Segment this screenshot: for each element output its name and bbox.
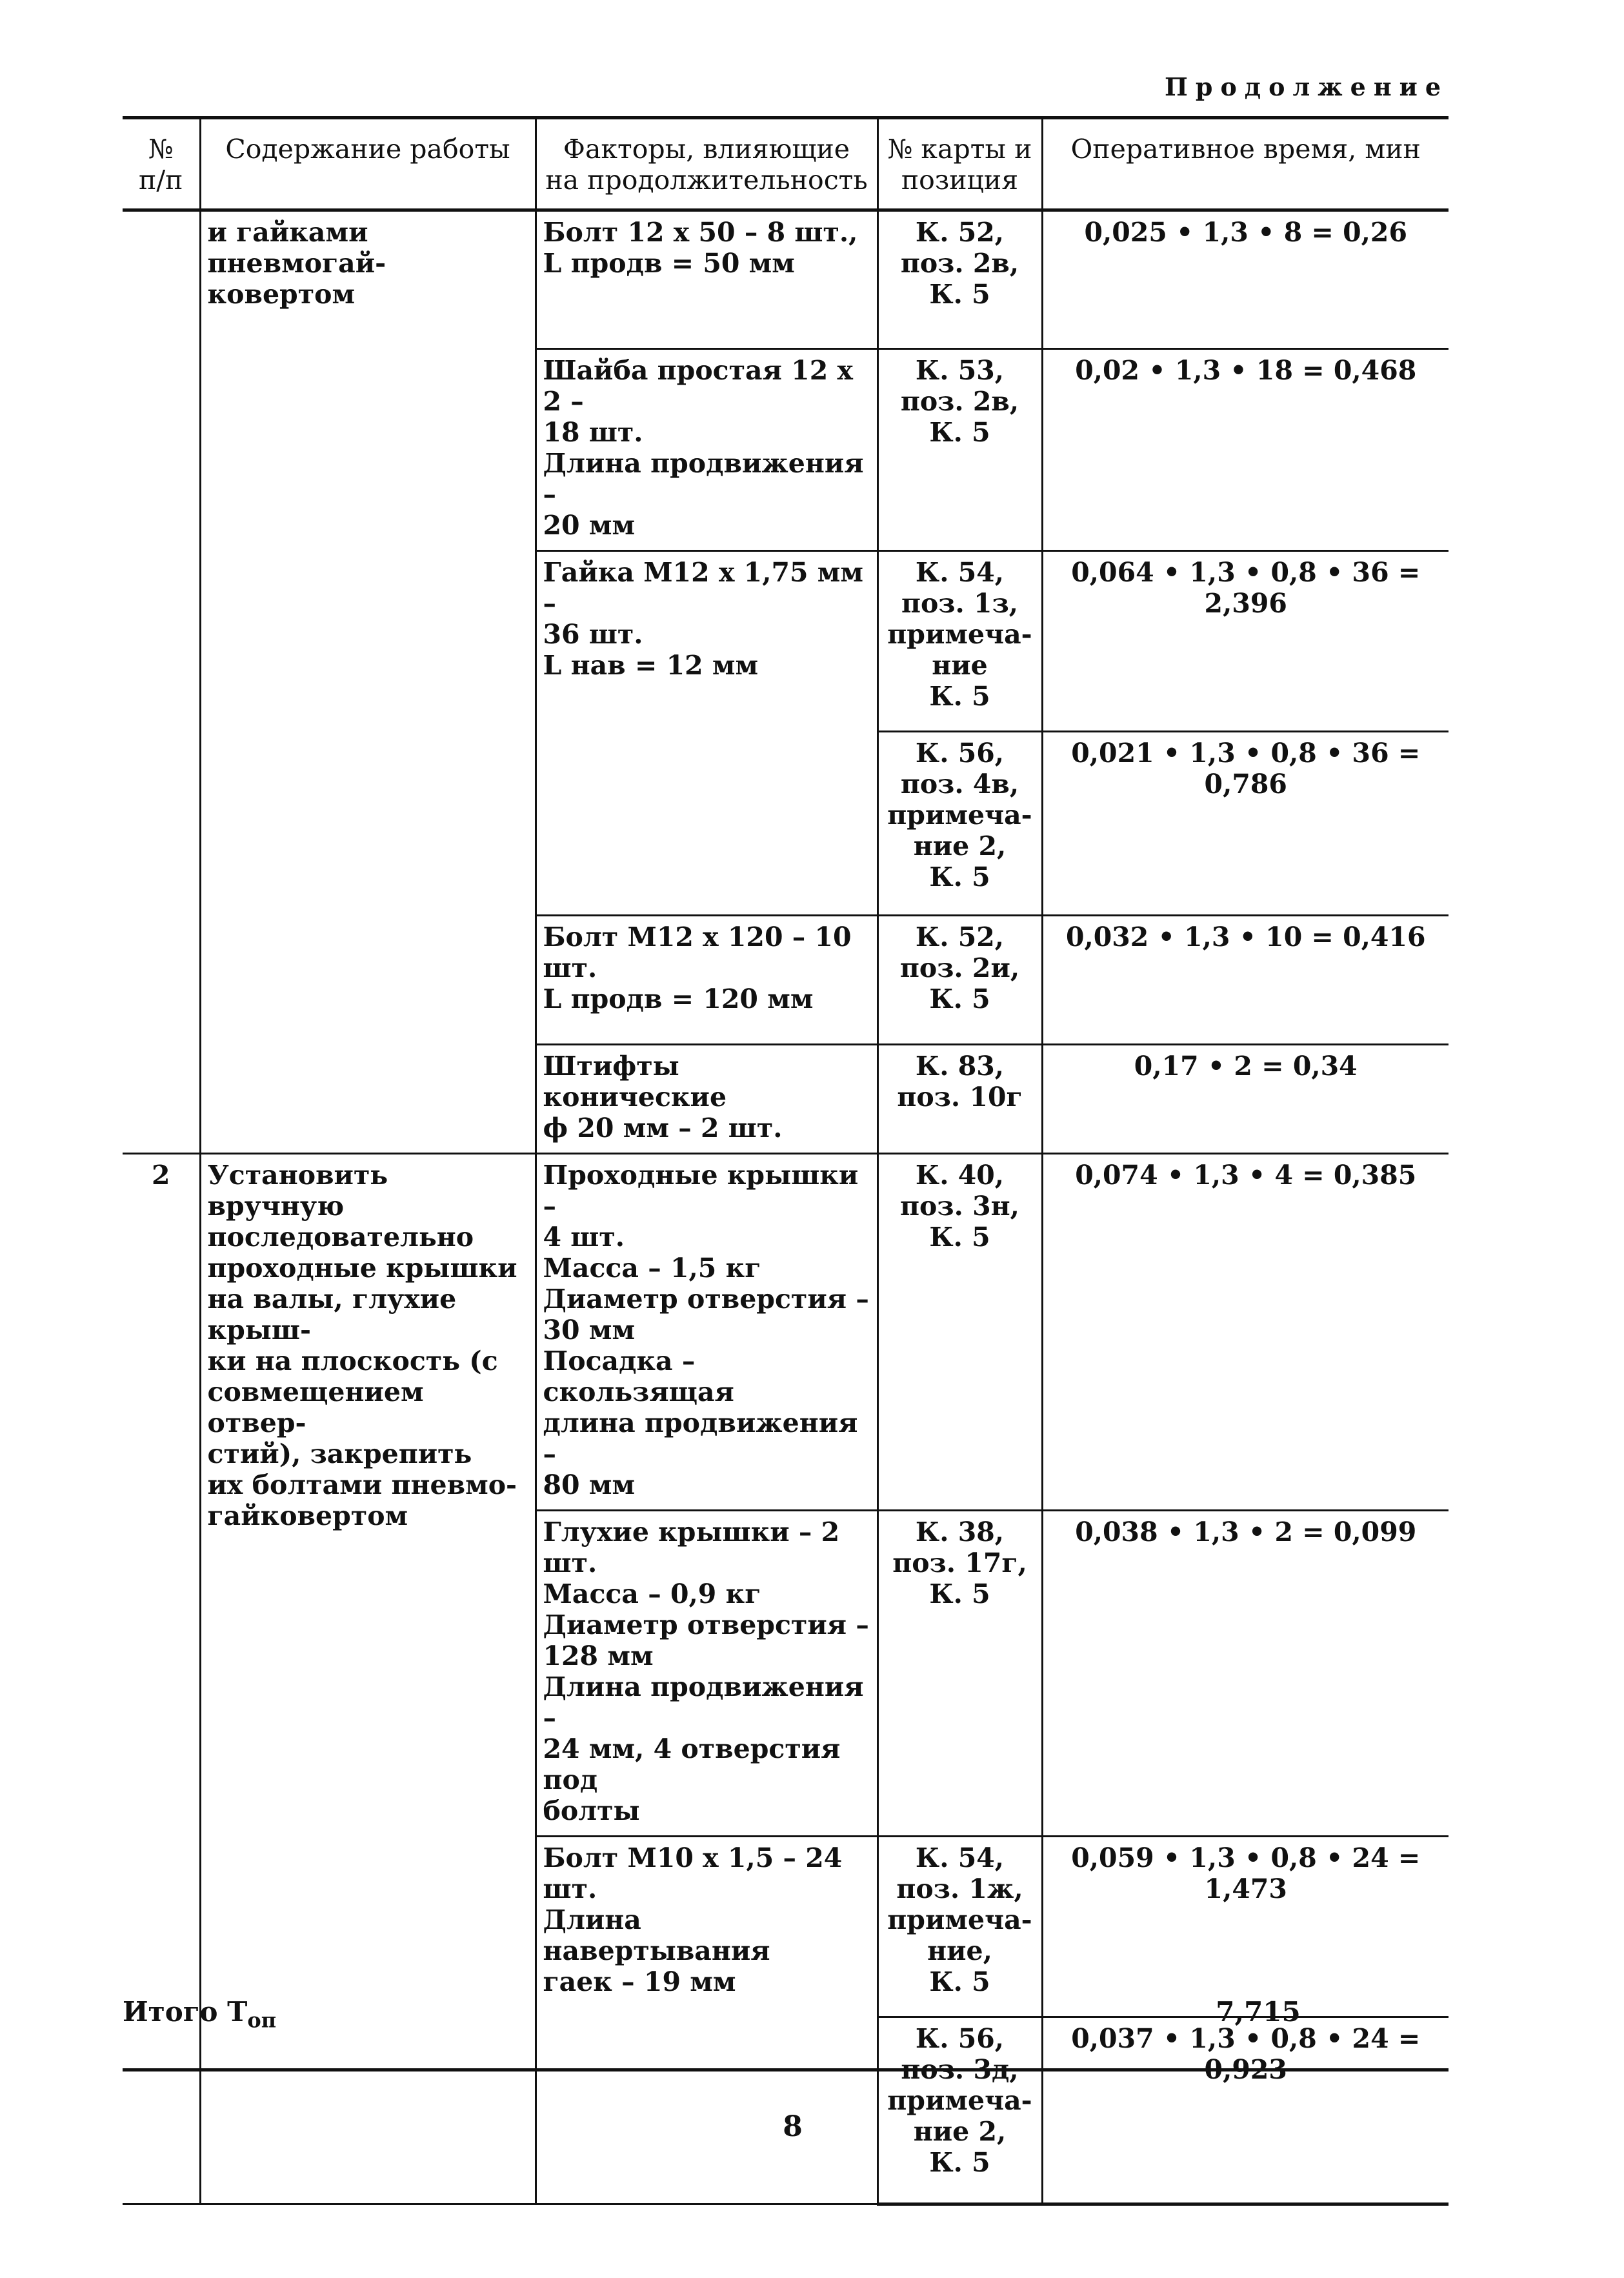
card-cell: К. 56, поз. 4в, примеча- ние 2, К. 5 <box>877 732 1042 916</box>
card-cell: К. 52, поз. 2в, К. 5 <box>877 210 1042 349</box>
item-number: 2 <box>123 1154 200 2204</box>
card-cell: К. 54, поз. 1ж, примеча- ние, К. 5 <box>877 1837 1042 2017</box>
item-number <box>123 210 200 1154</box>
factors-cell: Глухие крышки – 2 шт. Масса – 0,9 кг Диаметр отверстия – 128 мм Длина продвижения – 24 мм, 4 отверстия под болты <box>536 1511 877 1837</box>
continuation-label: Продолжение <box>1165 72 1449 101</box>
factors-cell: Штифты конические ϕ 20 мм – 2 шт. <box>536 1045 877 1154</box>
time-cell: 0,037 • 1,3 • 0,8 • 24 = 0,923 <box>1042 2017 1449 2204</box>
norm-table <box>123 116 1449 2206</box>
card-cell: К. 38, поз. 17г, К. 5 <box>877 1511 1042 1837</box>
time-cell: 0,038 • 1,3 • 2 = 0,099 <box>1042 1511 1449 1837</box>
bottom-rule <box>123 2068 1449 2071</box>
factors-cell: Проходные крышки – 4 шт. Масса – 1,5 кг Диаметр отверстия – 30 мм Посадка – скользящая длина продвижения – 80 мм <box>536 1154 877 1511</box>
factors-cell: Шайба простая 12 х 2 – 18 шт. Длина продвижения – 20 мм <box>536 349 877 551</box>
time-cell: 0,02 • 1,3 • 18 = 0,468 <box>1042 349 1449 551</box>
card-cell: К. 54, поз. 1з, примеча- ние К. 5 <box>877 551 1042 732</box>
time-cell: 0,059 • 1,3 • 0,8 • 24 = 1,473 <box>1042 1837 1449 2017</box>
header-content: Содержание работы <box>200 118 536 210</box>
header-factors: Факторы, влияющие на продолжительность <box>536 118 877 210</box>
table-row <box>123 210 1449 349</box>
work-content: и гайками пневмогай- ковертом <box>200 210 536 1154</box>
card-cell: К. 52, поз. 2и, К. 5 <box>877 916 1042 1045</box>
time-cell: 0,064 • 1,3 • 0,8 • 36 = 2,396 <box>1042 551 1449 732</box>
work-content: Установить вручную последовательно проходные крышки на валы, глухие крыш- ки на плоскость (с совмещением отвер- стий), закрепить их болтами пневмо- гайковертом <box>200 1154 536 2204</box>
time-cell: 0,17 • 2 = 0,34 <box>1042 1045 1449 1154</box>
header-time: Оперативное время, мин <box>1042 118 1449 210</box>
total-row <box>123 1996 1449 2041</box>
header-row <box>123 118 1449 210</box>
time-cell: 0,025 • 1,3 • 8 = 0,26 <box>1042 210 1449 349</box>
table-row <box>123 1154 1449 1511</box>
factors-cell: Гайка М12 х 1,75 мм – 36 шт. L нав = 12 мм <box>536 551 877 916</box>
factors-cell: Болт М12 х 120 – 10 шт. L продв = 120 мм <box>536 916 877 1045</box>
card-cell: К. 53, поз. 2в, К. 5 <box>877 349 1042 551</box>
time-cell: 0,074 • 1,3 • 4 = 0,385 <box>1042 1154 1449 1511</box>
total-value: 7,715 <box>1216 1996 1301 2028</box>
header-card: № карты и позиция <box>877 118 1042 210</box>
factors-cell: Болт 12 х 50 – 8 шт., L продв = 50 мм <box>536 210 877 349</box>
time-cell: 0,032 • 1,3 • 10 = 0,416 <box>1042 916 1449 1045</box>
card-cell: К. 56, поз. 3д, примеча- ние 2, К. 5 <box>877 2017 1042 2204</box>
header-num: № п/п <box>123 118 200 210</box>
card-cell: К. 40, поз. 3н, К. 5 <box>877 1154 1042 1511</box>
total-label: Итого $Т_{оп}$ <box>123 1996 277 2033</box>
card-cell: К. 83, поз. 10г <box>877 1045 1042 1154</box>
page-number: 8 <box>783 2110 803 2143</box>
time-cell: 0,021 • 1,3 • 0,8 • 36 = 0,786 <box>1042 732 1449 916</box>
factors-cell: Болт М10 х 1,5 – 24 шт. Длина навертывания гаек – 19 мм <box>536 1837 877 2204</box>
